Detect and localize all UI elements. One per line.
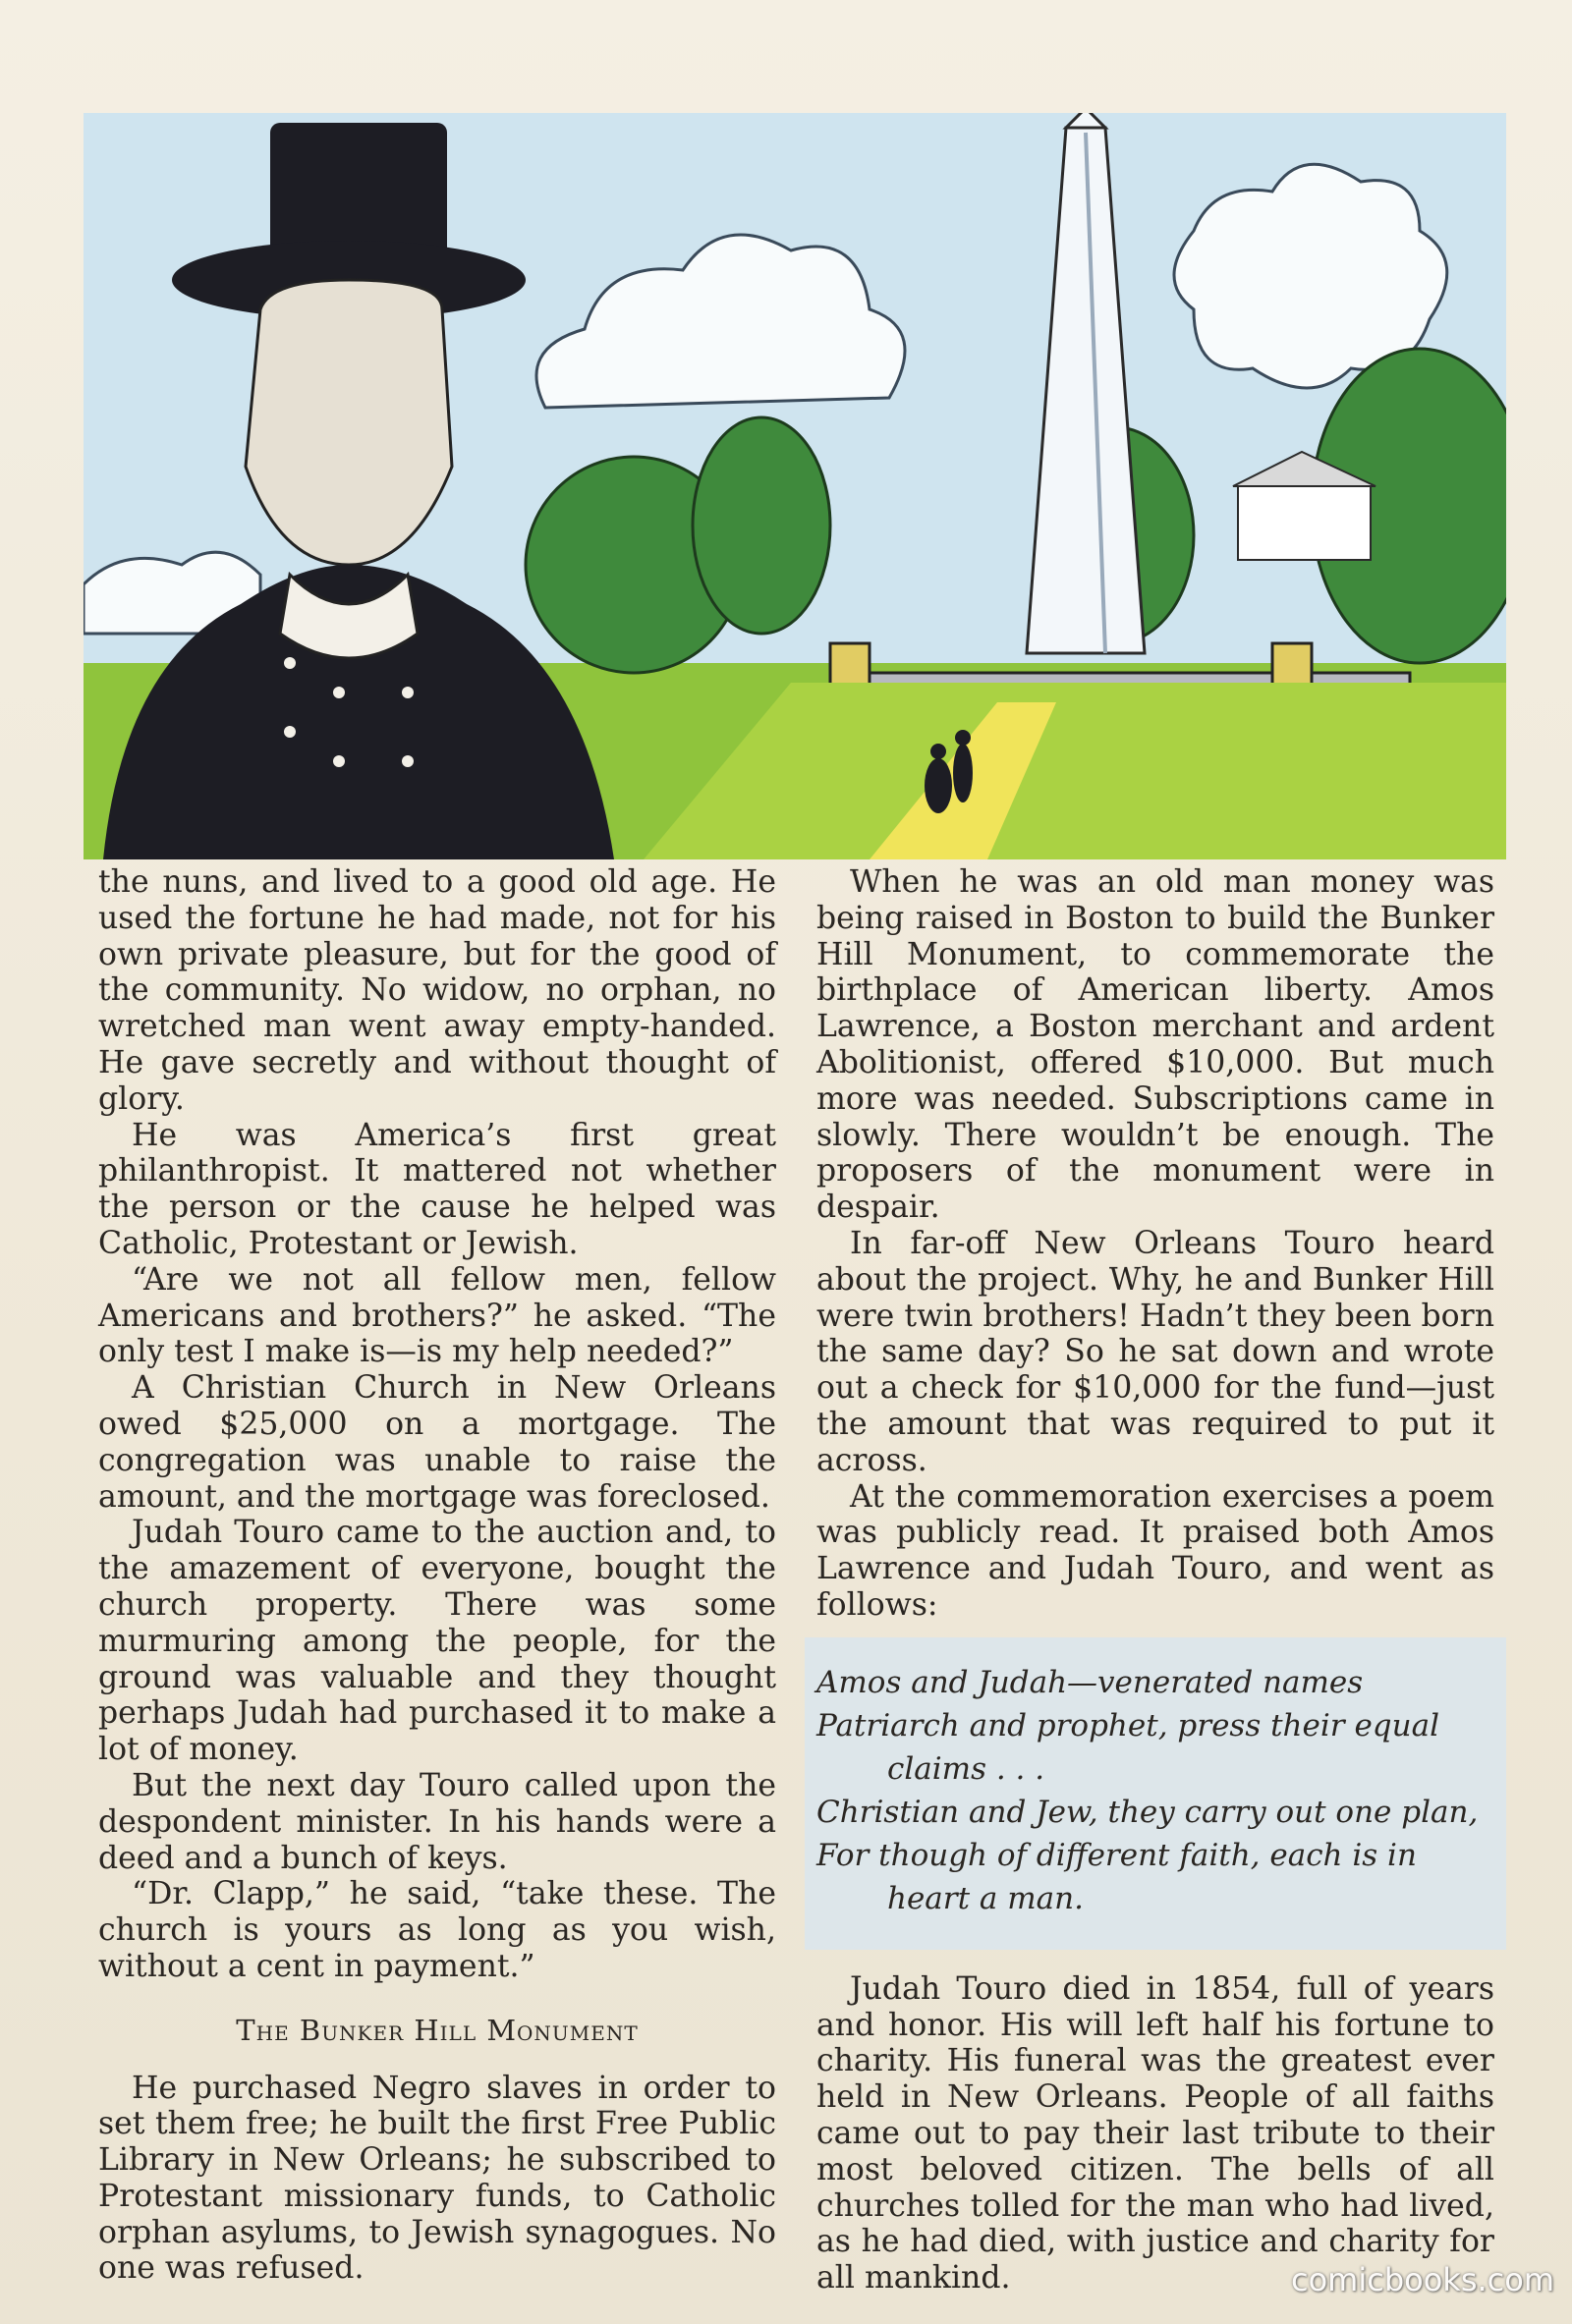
paragraph: In far-off New Orleans Touro heard about the project. Why, he and Bunker Hill were twin brothers! Hadn’t they been born the same day? So he sat down and wrote out a check for $10,000 for the fund—just the amount that was required to put it across.: [816, 1225, 1494, 1478]
poem-line: Christian and Jew, they carry out one plan,: [816, 1794, 1479, 1830]
paragraph: When he was an old man money was being raised in Boston to build the Bunker Hill Monument, to commemorate the birthplace of American liberty. Amos Lawrence, a Boston merchant and ardent Abolitionist, offered $10,000. But much more was needed. Subscriptions came in slowly. There wouldn’t be enough. The proposers of the monument were in despair.: [816, 864, 1494, 1226]
paragraph: the nuns, and lived to a good old age. He used the fortune he had made, not for his own private pleasure, but for the good of the community. No widow, no orphan, no wretched man went away empty-handed. He gave secretly and without thought of glory.: [98, 864, 776, 1117]
paragraph: Judah Touro came to the auction and, to the amazement of everyone, bought the church property. There was some murmuring among the people, for the ground was valuable and they thought perhaps Judah had purchased it to make a lot of money.: [98, 1515, 776, 1768]
poem-block: [805, 1637, 1506, 1950]
section-heading: The Bunker Hill Monument: [236, 2013, 639, 2047]
illustration-panel: [84, 113, 1506, 859]
poem-line: Amos and Judah—venerated names: [816, 1664, 1364, 1700]
paragraph: At the commemoration exercises a poem was publicly read. It praised both Amos Lawrence and Judah Touro, and went as follows:: [816, 1478, 1494, 1623]
paragraph: He was America’s first great philanthropist. It mattered not whether the person or the cause he helped was Catholic, Protestant or Jewish.: [98, 1117, 776, 1261]
lawn: [644, 683, 1506, 859]
watermark: comicbooks.com: [1290, 2261, 1554, 2298]
left-column: [98, 864, 776, 2287]
poem-line: heart a man.: [887, 1880, 1084, 1916]
paragraph: But the next day Touro called upon the despondent minister. In his hands were a deed and a bunch of keys.: [98, 1767, 776, 1876]
paragraph: “Are we not all fellow men, fellow Americans and brothers?” he asked. “The only test I make is—is my help needed?”: [98, 1261, 776, 1370]
poem-line: For though of different faith, each is in: [816, 1837, 1417, 1873]
paragraph: Judah Touro died in 1854, full of years and honor. His will left half his fortune to charity. His funeral was the greatest ever held in New Orleans. People of all faiths came out to pay their last tribute to their most beloved citizen. The bells of all churches tolled for the man who had lived, as he had died, with justice and charity for all mankind.: [816, 1970, 1494, 2296]
right-column: [816, 864, 1494, 2296]
paragraph: A Christian Church in New Orleans owed $25,000 on a mortgage. The congregation was unable to raise the amount, and the mortgage was foreclosed.: [98, 1370, 776, 1515]
paragraph: He purchased Negro slaves in order to set them free; he built the first Free Public Library in New Orleans; he subscribed to Protestant missionary funds, to Catholic orphan asylums, to Jewish synagogues. No one was refused.: [98, 2070, 776, 2287]
paragraph: “Dr. Clapp,” he said, “take these. The church is yours as long as you wish, without a cent in payment.”: [98, 1876, 776, 1984]
poem-line: claims . . .: [887, 1750, 1045, 1787]
poem-line: Patriarch and prophet, press their equal: [816, 1707, 1440, 1743]
